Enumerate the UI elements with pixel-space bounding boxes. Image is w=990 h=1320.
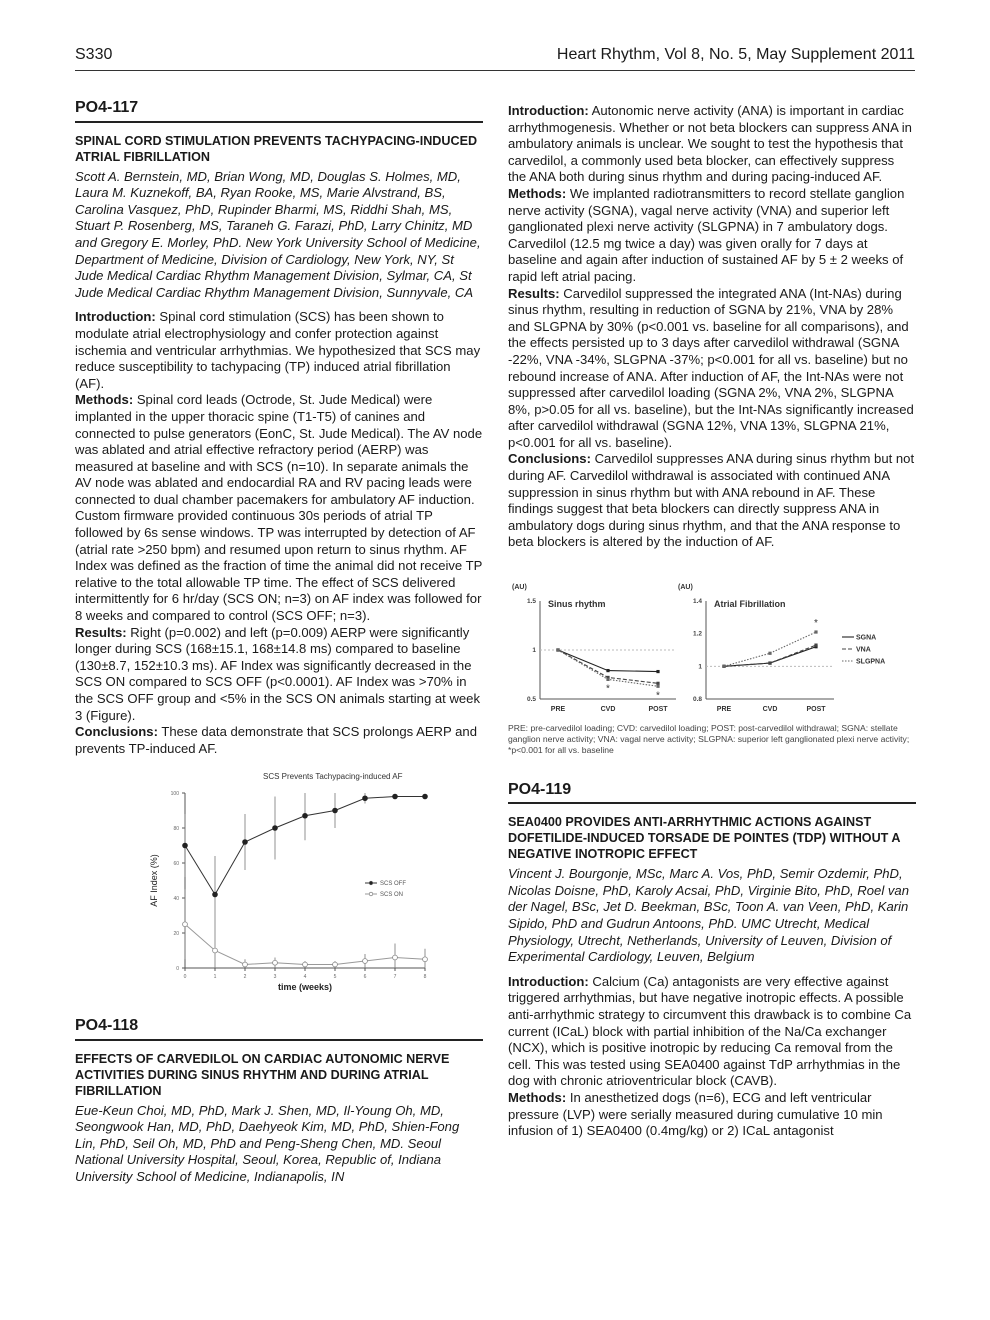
- data-point: [213, 948, 218, 953]
- abstract-id-118: PO4-118: [75, 1018, 483, 1041]
- figure-scs-af-index: [75, 763, 483, 1008]
- x-tick-label: 4: [303, 974, 307, 981]
- methods-118: [508, 186, 916, 286]
- data-point: [183, 843, 188, 848]
- left-column: [75, 96, 483, 1194]
- data-point: [606, 678, 609, 681]
- data-point: [243, 962, 248, 967]
- data-point: [273, 826, 278, 831]
- methods-text: Spinal cord leads (Octrode, St. Jude Medical) were implanted in the upper thoracic spine (T1-T5) of canines and connected to pulse generators (EonC, St. Jude Medical). The AV node was ablated and atrial effective refractory period (AERP) was measured at baseline and with SCS (n=10). In separate animals the AV node was ablated and endocardial RA and RV pacing leads were connected to dual chamber pacemakers for ambulatory AF induction. Custom firmware provided continuous 30s periods of atrial TP followed by 6s sense windows. TP was interrupted by detection of AF (atrial rate >250 bpm) and resumed upon return to sinus rhythm. AF Index was defined as the fraction of time the animal did not receive TP relative to the total allowable TP time. The effect of SCS delivered intermittently for 6 hr/day (SCS ON; n=3) on AF index was followed for 8 weeks and compared to control (SCS OFF; n=3).: [75, 392, 483, 624]
- panel-title: Atrial Fibrillation: [714, 599, 786, 610]
- intro-label: Introduction:: [508, 103, 589, 118]
- data-point: [393, 794, 398, 799]
- data-point: [393, 955, 398, 960]
- methods-label: Methods:: [508, 1089, 567, 1105]
- data-point: [656, 682, 659, 685]
- y-tick-label: 0.5: [526, 696, 536, 704]
- methods-label: Methods:: [508, 185, 567, 201]
- legend-label: SCS ON: [380, 892, 404, 899]
- af-index-chart: [75, 763, 483, 1003]
- legend-label: SCS OFF: [380, 881, 407, 888]
- x-tick-label: PRE: [716, 706, 732, 714]
- data-point: [814, 644, 817, 647]
- methods-label: Methods:: [75, 392, 134, 408]
- x-tick-label: 1: [213, 974, 217, 981]
- data-point: [363, 959, 368, 964]
- figure-carvedilol: [508, 581, 916, 756]
- data-point: [556, 648, 559, 651]
- legend-marker: [369, 882, 373, 886]
- journal-citation: Heart Rhythm, Vol 8, No. 5, May Supplement 2011: [556, 46, 915, 63]
- abstract-title-117: SPINAL CORD STIMULATION PREVENTS TACHYPACING-INDUCED ATRIAL FIBRILLATION: [75, 133, 478, 164]
- intro-label: Introduction:: [75, 309, 156, 325]
- data-point: [722, 665, 725, 668]
- intro-118: [508, 103, 916, 186]
- data-point: [814, 630, 817, 633]
- intro-text: Calcium (Ca) antagonists are very effective against triggered arrhythmias, but have negative inotropic effects. A possible anti-arrhythmic strategy to circumvent this drawback is to combine Ca current (ICaL) block with partial inhibition of the Na/Ca exchanger (NCX), which is positive inotropic by reducing Ca removal from the cell. This was tested using SEA0400 against TdP arrhythmias in the dog with chronic atrioventricular block (CAVB).: [508, 973, 912, 1089]
- x-tick-label: 8: [423, 974, 427, 981]
- x-tick-label: POST: [806, 706, 826, 714]
- conclusions-label: Conclusions:: [75, 724, 158, 740]
- results-118: [508, 286, 916, 452]
- intro-label: Introduction:: [508, 973, 589, 989]
- methods-text: In anesthetized dogs (n=6), ECG and left ventricular pressure (LVP) were serially measured during cumulative 10 min infusion of 1) SEA0400 (0.4mg/kg) or 2) ICaL antagonist: [508, 1089, 883, 1139]
- data-point: [333, 808, 338, 813]
- data-point: [768, 652, 771, 655]
- y-tick-label: 1: [532, 647, 536, 655]
- chart-title: SCS Prevents Tachypacing-induced AF: [263, 772, 403, 782]
- y-tick-label: 20: [173, 931, 179, 938]
- x-tick-label: POST: [648, 706, 668, 714]
- abstract-id-117: PO4-117: [75, 100, 483, 123]
- data-point: [303, 962, 308, 967]
- intro-text: Spinal cord stimulation (SCS) has been shown to modulate atrial electrophysiology and confer protection against ischemia and ventricular arrhythmias. We hypothesized that SCS may reduce susceptibility to tachypacing (TP) induced atrial fibrillation (AF).: [75, 309, 481, 391]
- data-point: [423, 957, 428, 962]
- x-tick-label: 3: [273, 974, 277, 981]
- y-tick-label: 60: [173, 861, 179, 868]
- authors-118: Eue-Keun Choi, MD, PhD, Mark J. Shen, MD, Il-Young Oh, MD, Seongwook Han, MD, PhD, Daehyeok Kim, MD, PhD, Shien-Fong Lin, PhD, Seil Oh, MD, PhD and Peng-Sheng Chen, MD. Seoul National University Hospital, Seoul, Korea, Republic of, Indiana University School of Medicine, Indianapolis, IN: [75, 1102, 460, 1184]
- intro-117: [75, 309, 483, 392]
- legend-label: SLGPNA: [856, 658, 886, 666]
- data-point: [768, 661, 771, 664]
- significance-marker: *: [814, 618, 818, 630]
- x-tick-label: CVD: [762, 706, 778, 714]
- y-tick-label: 1.4: [692, 598, 702, 606]
- x-tick-label: 2: [243, 974, 247, 981]
- results-text: Right (p=0.002) and left (p=0.009) AERP were significantly longer during SCS (168±15.1, 168±14.8 ms) compared to baseline (130±8.7, 152±10.3 ms). AF Index was significantly decreased in the SCS ON compared to SCS OFF (p<0.0001). AF Index was >70% in the SCS OFF group and <5% in the SCS ON animals starting at week 3 (Figure).: [75, 624, 481, 723]
- y-tick-label: 100: [170, 791, 179, 798]
- data-point: [363, 796, 368, 801]
- series-line-slgpna: [724, 632, 816, 666]
- significance-marker: *: [606, 683, 610, 695]
- series-line-scs-on: [185, 925, 425, 965]
- y-tick-label: 1: [698, 663, 702, 671]
- y-tick-label: 1.5: [526, 598, 536, 606]
- data-point: [333, 962, 338, 967]
- y-tick-label: 0: [176, 966, 179, 973]
- authors-119: Vincent J. Bourgonje, MSc, Marc A. Vos, PhD, Semir Ozdemir, PhD, Nicolas Doisne, PhD, Karoly Acsai, PhD, Virginie Bito, PhD, Roel van der Nagel, BSc, Jet D. Beekman, BSc, Toon A. van Veen, PhD, Karin Sipido, PhD and Gudrun Antoons, PhD. UMC Utrecht, Medical Physiology, Utrecht, Netherlands, University of Leuven, Division of Experimental Cardiology, Leuven, Belgium: [508, 866, 909, 965]
- x-tick-label: 7: [393, 974, 397, 981]
- conclusions-text: Carvedilol suppresses ANA during sinus rhythm but not during AF. Carvedilol withdrawal is associated with continued ANA suppression in sinus rhythm but with ANA rebound in AF. These findings suggest that beta blockers can directly suppress ANA in ambulatory dogs during sinus rhythm, and that the ANA response to beta blockers is altered by the induction of AF.: [508, 451, 915, 550]
- legend-label: SGNA: [856, 634, 877, 642]
- results-117: [75, 625, 483, 725]
- y-tick-label: 0.8: [692, 696, 702, 704]
- data-point: [423, 794, 428, 799]
- intro-119: [508, 974, 916, 1090]
- intro-text: Autonomic nerve activity (ANA) is important in cardiac arrhythmogenesis. Whether or not beta blockers can suppress ANA in ambulatory animals is unclear. We sought to test the hypothesis that carvedilol, a commonly used beta blocker, can effectively suppress the ANA both during sinus rhythm and during pacing-induced AF.: [508, 103, 912, 185]
- page-number: S330: [75, 46, 113, 63]
- methods-text: We implanted radiotransmitters to record stellate ganglion nerve activity (SGNA), vagal nerve activity (VNA) and superior left ganglionated plexi nerve activity (SLGPNA) in 7 ambulatory dogs. Carvedilol (12.5 mg twice a day) was given orally for 7 days at baseline and again after induction of sustained AF by 5 ± 2 weeks of rapid left atrial pacing.: [508, 185, 905, 284]
- methods-119: [508, 1090, 916, 1140]
- series-line-sgna: [558, 650, 658, 672]
- x-tick-label: 6: [363, 974, 367, 981]
- abstract-title-119: SEA0400 PROVIDES ANTI-ARRHYTHMIC ACTIONS AGAINST DOFETILIDE-INDUCED TORSADE DE POINTES (TDP) WITHOUT A NEGATIVE INOTROPIC EFFECT: [508, 815, 901, 862]
- y-axis-label: AF Index (%): [149, 854, 159, 908]
- panel-title: Sinus rhythm: [548, 599, 606, 610]
- data-point: [656, 670, 659, 673]
- data-point: [243, 840, 248, 845]
- conclusions-118: [508, 451, 916, 551]
- x-tick-label: PRE: [550, 706, 566, 714]
- results-text: Carvedilol suppressed the integrated ANA (Int-NAs) during sinus rhythm, resulting in reduction of SGNA by 21%, VNA by 28% and SLGPNA by 30% (p<0.001 vs. baseline for all comparisons), and the effects persisted up to 3 days after carvedilol withdrawal (SGNA -22%, VNA -34%, SLGPNA -37%; p<0.001 for all vs. baseline) but no rebound increase of ANA. After induction of AF, the Int-NAs were not suppressed after carvedilol loading (SGNA 2%, VNA 2%, SLGPNA 8%, p>0.05 for all vs. baseline), but the Int-NAs significantly increased after carvedilol withdrawal (SGNA 12%, VNA 13%, SLGPNA 21%, p<0.001 for all vs. baseline).: [508, 285, 914, 450]
- authors-117: Scott A. Bernstein, MD, Brian Wong, MD, Douglas S. Holmes, MD, Laura M. Kuznekoff, BA, Ryan Rooke, MS, Marie Alvstrand, BS, Carolina Vasquez, PhD, Rupinder Bharmi, MS, Riddhi Shah, MS, Stuart P. Rosenberg, MS, Taraneh G. Farazi, PhD, Larry Chinitz, MD and Gregory E. Morley, PhD. New York University School of Medicine, Department of Medicine, Division of Cardiology, New York, NY, St Jude Medical Cardiac Rhythm Management Division, Sylmar, CA, St Jude Medical Cardiac Rhythm Management Division, Sunnyvale, CA: [75, 168, 481, 300]
- methods-117: [75, 392, 483, 624]
- x-tick-label: 0: [183, 974, 187, 981]
- x-tick-label: 5: [333, 974, 337, 981]
- results-label: Results:: [75, 624, 127, 640]
- y-tick-label: 80: [173, 826, 179, 833]
- data-point: [183, 922, 188, 927]
- conclusions-text: These data demonstrate that SCS prolongs AERP and prevents TP-induced AF.: [75, 724, 477, 756]
- data-point: [213, 892, 218, 897]
- conclusions-117: [75, 724, 483, 757]
- abstract-title-118: EFFECTS OF CARVEDILOL ON CARDIAC AUTONOMIC NERVE ACTIVITIES DURING SINUS RHYTHM AND DURING ATRIAL FIBRILLATION: [75, 1051, 450, 1098]
- data-point: [303, 814, 308, 819]
- legend-marker: [369, 893, 373, 897]
- conclusions-label: Conclusions:: [508, 451, 591, 467]
- panel-y-unit: (AU): [678, 584, 693, 592]
- page-header: [75, 46, 915, 71]
- abstract-id-119: PO4-119: [508, 782, 916, 805]
- data-point: [606, 669, 609, 672]
- figure-caption-118: PRE: pre-carvedilol loading; CVD: carvedilol loading; POST: post-carvedilol withdrawal; SGNA: stellate ganglion nerve activity; VNA: vagal nerve activity; SLGPNA: superior left ganglionated plexi nerve activity; *p<0.001 for all vs. baseline: [508, 722, 910, 755]
- y-tick-label: 40: [173, 896, 179, 903]
- panel-y-unit: (AU): [512, 584, 527, 592]
- x-axis-label: time (weeks): [277, 982, 333, 993]
- y-tick-label: 1.2: [692, 630, 702, 638]
- right-column: [508, 103, 916, 1140]
- results-label: Results:: [508, 285, 560, 301]
- data-point: [656, 685, 659, 688]
- x-tick-label: CVD: [600, 706, 616, 714]
- significance-marker: *: [656, 690, 660, 702]
- carvedilol-charts: [508, 581, 916, 716]
- data-point: [273, 961, 278, 966]
- legend-label: VNA: [856, 646, 871, 654]
